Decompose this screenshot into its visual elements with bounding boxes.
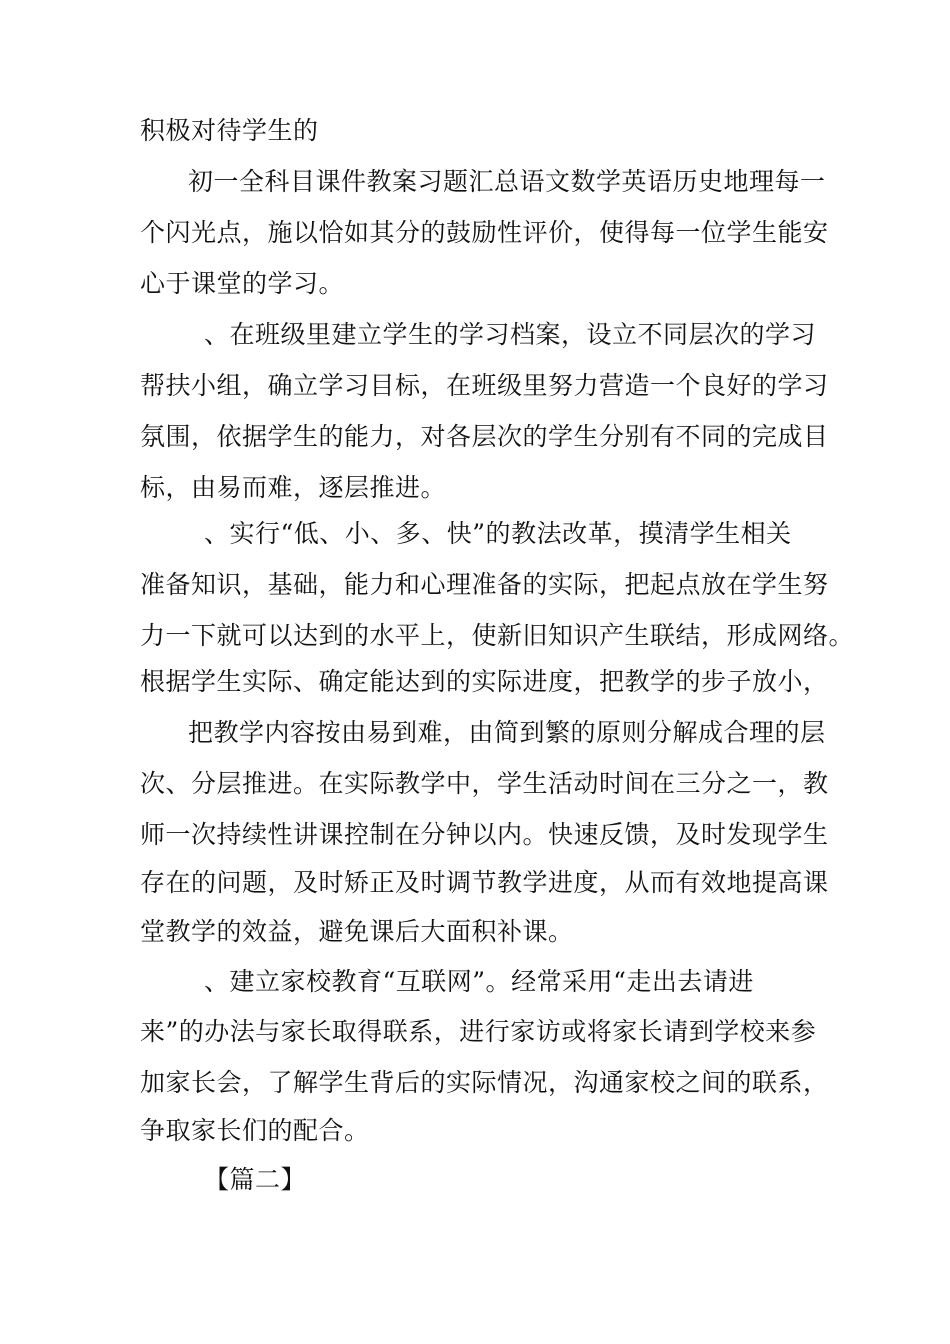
text-line: 个闪光点，施以恰如其分的鼓励性评价，使得每一位学生能安 [140, 218, 829, 247]
text-line: 氛围，依据学生的能力，对各层次的学生分别有不同的完成目 [140, 422, 829, 451]
text-line: 、在班级里建立学生的学习档案，设立不同层次的学习 [204, 320, 817, 349]
text-line: 师一次持续性讲课控制在分钟以内。快速反馈，及时发现学生 [140, 820, 829, 849]
text-line: 初一全科目课件教案习题汇总语文数学英语历史地理每一 [188, 167, 826, 196]
text-line: 、实行“低、小、多、快”的教法改革，摸清学生相关 [204, 519, 792, 548]
text-line: 把教学内容按由易到难，由简到繁的原则分解成合理的层 [188, 718, 826, 747]
section-heading: 【篇二】 [204, 1165, 307, 1194]
text-line: 积极对待学生的 [140, 116, 319, 145]
text-line: 加家长会，了解学生背后的实际情况，沟通家校之间的联系， [140, 1068, 829, 1097]
text-line: 存在的问题，及时矫正及时调节教学进度，从而有效地提高课 [140, 868, 829, 897]
text-line: 争取家长们的配合。 [140, 1116, 370, 1145]
text-line: 标，由易而难，逐层推进。 [140, 473, 447, 502]
text-line: 次、分层推进。在实际教学中，学生活动时间在三分之一，教 [140, 769, 829, 798]
text-line: 帮扶小组，确立学习目标，在班级里努力营造一个良好的学习 [140, 371, 829, 400]
text-line: 根据学生实际、确定能达到的实际进度，把教学的步子放小， [140, 667, 829, 696]
text-line: 心于课堂的学习。 [140, 269, 345, 298]
text-line: 来”的办法与家长取得联系，进行家访或将家长请到学校来参 [140, 1017, 817, 1046]
text-line: 、建立家校教育“互联网”。经常采用“走出去请进 [204, 967, 754, 996]
text-line: 堂教学的效益，避免课后大面积补课。 [140, 917, 574, 946]
text-line: 准备知识，基础，能力和心理准备的实际，把起点放在学生努 [140, 570, 829, 599]
text-line: 力一下就可以达到的水平上，使新旧知识产生联结，形成网络。 [140, 621, 855, 650]
